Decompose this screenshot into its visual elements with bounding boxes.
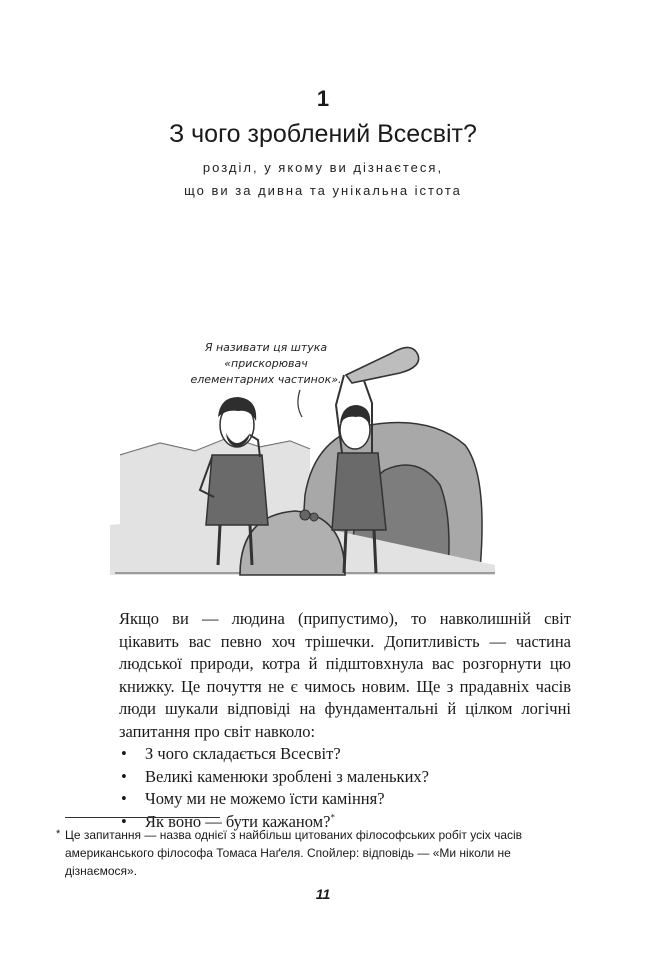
footnote-marker: * — [56, 828, 61, 840]
bullet-text: Чому ми не можемо їсти каміння? — [145, 789, 385, 808]
bullet-dot: • — [121, 811, 127, 831]
chapter-subtitle-line-1: розділ, у якому ви дізнаєтеся, — [202, 160, 444, 175]
list-item — [119, 788, 571, 811]
bullet-dot: • — [121, 766, 127, 786]
chapter-number: 1 — [316, 86, 330, 111]
page-number: 11 — [315, 886, 331, 902]
chapter-subtitle-line-2: що ви за дивна та унікальна істота — [184, 183, 462, 198]
footnote — [56, 826, 565, 880]
speech-bubble — [186, 340, 346, 388]
question-list — [119, 743, 571, 833]
footnote-divider — [65, 817, 220, 818]
bullet-dot: • — [121, 789, 127, 808]
bullet-text: З чого складається Всесвіт? — [145, 744, 341, 763]
main-text — [119, 608, 571, 833]
speech-line-1: Я називати ця штука — [204, 341, 328, 354]
footnote-text: Це запитання — назва однієї з найбільш цитованих філософських робіт усіх часів американського філософа Томаса Наґеля. Спойлер: відповідь — «Ми ніколи не дізнаємося». — [65, 828, 523, 878]
list-item — [119, 743, 571, 766]
intro-paragraph: Якщо ви — людина (припустимо), то навколишній світ цікавить вас певно хоч трішечки. Допитливість — частина людської природи, котра й підштовхнула вас розгорнути цю книжку. Це почуття не є чимось новим. Ще з прадавніх часів люди шукали відповіді на фундаментальні й цілком логічні запитання про світ навколо: — [119, 609, 571, 741]
bullet-text: Як воно — бути кажаном? — [145, 811, 331, 831]
footnote-reference[interactable]: * — [330, 812, 335, 822]
speech-line-2: «прискорювач елементарних частинок». — [190, 357, 342, 386]
list-item — [119, 766, 571, 789]
bullet-dot: • — [121, 744, 127, 763]
bullet-text: Великі каменюки зроблені з маленьких? — [145, 766, 429, 786]
chapter-title: З чого зроблений Всесвіт? — [169, 120, 477, 148]
